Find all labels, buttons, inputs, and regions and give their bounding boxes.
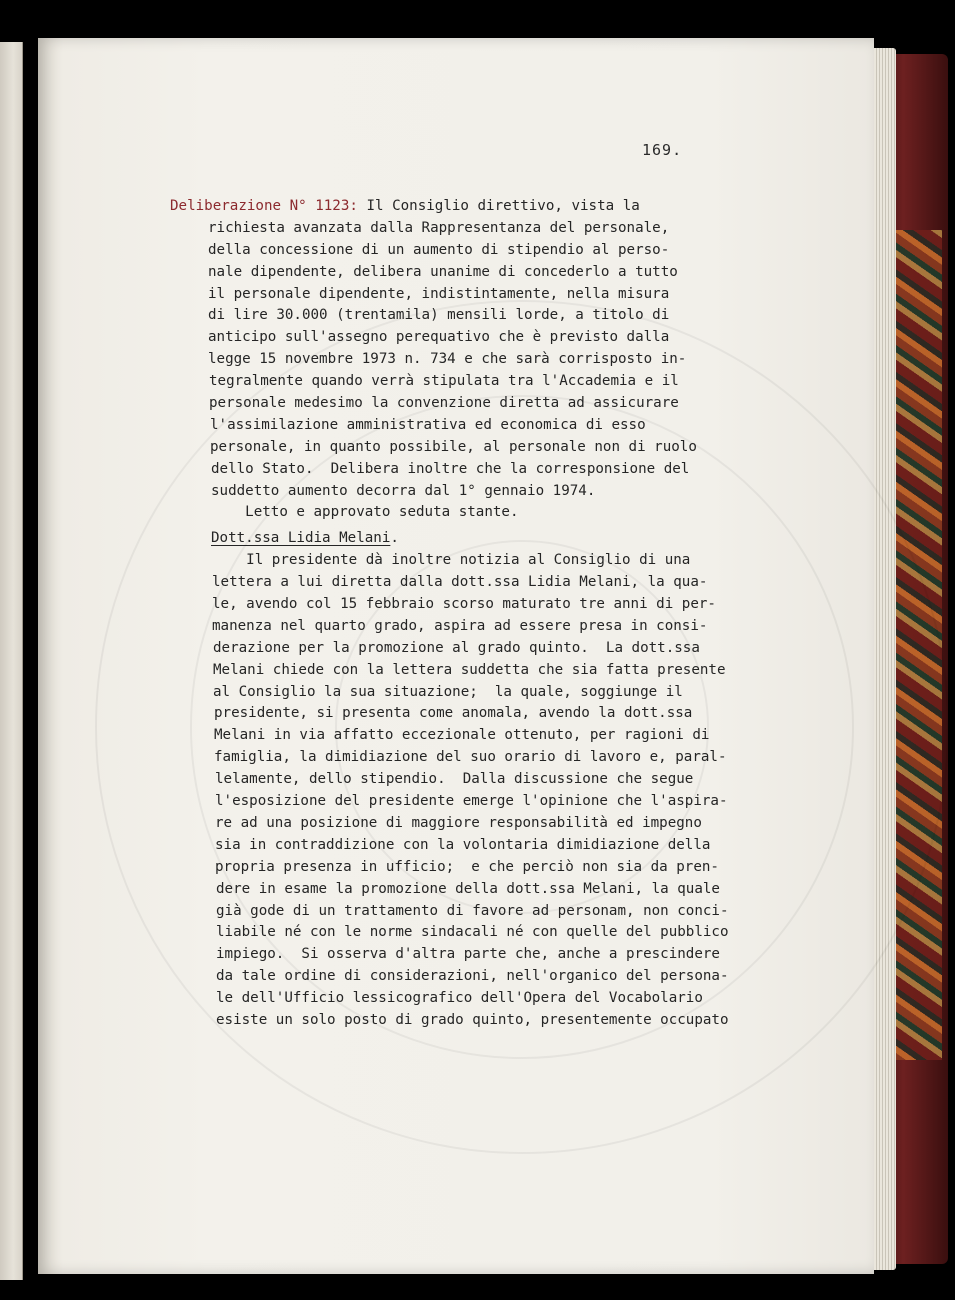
text-line: suddetto aumento decorra dal 1° gennaio 1974. — [211, 482, 596, 499]
text-line: di lire 30.000 (trentamila) mensili lorde, a titolo di — [208, 307, 670, 324]
text-line: lettera a lui diretta dalla dott.ssa Lidia Melani, la qua- — [212, 574, 708, 591]
section-heading-suffix: . — [390, 530, 399, 547]
left-page-edge — [0, 42, 23, 1280]
text-line: Melani in via affatto eccezionale ottenuto, per ragioni di — [214, 727, 710, 744]
text-line: Melani chiede con la lettera suddetta che sia fatta presente — [213, 661, 726, 678]
text-line: anticipo sull'assegno perequativo che è previsto dalla — [208, 329, 670, 346]
text-line: liabile né con le norme sindacali né con quelle del pubblico — [216, 924, 729, 941]
text-line: richiesta avanzata dalla Rappresentanza del personale, — [208, 219, 670, 236]
text-line: manenza nel quarto grado, aspira ad essere presa in consi- — [212, 617, 708, 634]
text-line: Il presidente dà inoltre notizia al Consiglio di una — [212, 552, 691, 569]
text-line: dello Stato. Delibera inoltre che la corresponsione del — [211, 460, 690, 477]
text-line — [170, 196, 770, 218]
text-line: tegralmente quando verrà stipulata tra l'Accademia e il — [209, 373, 679, 390]
text-line: presidente, si presenta come anomala, avendo la dott.ssa — [214, 705, 693, 722]
text-line: le, avendo col 15 febbraio scorso maturato tre anni di per- — [212, 596, 716, 613]
typed-text — [170, 196, 770, 1032]
text-line: impiego. Si osserva d'altra parte che, anche a prescindere — [216, 946, 720, 963]
page-number: 169. — [642, 141, 683, 159]
text-line — [211, 528, 811, 550]
text-line: nale dipendente, delibera unanime di concederlo a tutto — [208, 263, 678, 280]
text-line: famiglia, la dimidiazione del suo orario di lavoro e, paral- — [214, 749, 727, 766]
deliberation-heading: Deliberazione N° 1123: — [170, 198, 358, 214]
text-line: derazione per la promozione al grado quinto. La dott.ssa — [213, 639, 700, 656]
text-line: re ad una posizione di maggiore responsabilità ed impegno — [215, 814, 702, 831]
section-heading: Dott.ssa Lidia Melani — [211, 530, 391, 547]
text-line: Letto e approvato seduta stante. — [211, 504, 519, 521]
text-line: al Consiglio la sua situazione; la quale, soggiunge il — [213, 683, 683, 700]
text-line: le dell'Ufficio lessicografico dell'Opera del Vocabolario — [216, 990, 703, 1007]
text-line: della concessione di un aumento di stipendio al perso- — [208, 241, 670, 258]
text-line: propria presenza in ufficio; e che perciò non sia da pren- — [215, 858, 719, 875]
text-line: il personale dipendente, indistintamente, nella misura — [208, 285, 670, 302]
text-line: già gode di un trattamento di favore ad personam, non conci- — [216, 902, 729, 919]
text-line: sia in contraddizione con la volontaria dimidiazione della — [215, 836, 711, 853]
text-line: da tale ordine di considerazioni, nell'organico del persona- — [216, 968, 729, 985]
text-line: esiste un solo posto di grado quinto, presentemente occupato — [216, 1011, 729, 1028]
text-line: dere in esame la promozione della dott.ssa Melani, la quale — [216, 880, 720, 897]
text-line: personale medesimo la convenzione diretta ad assicurare — [209, 395, 679, 412]
text-line-content: Il Consiglio direttivo, vista la — [357, 198, 640, 214]
text-line: l'assimilazione amministrativa ed economica di esso — [210, 416, 646, 433]
text-line: l'esposizione del presidente emerge l'opinione che l'aspira- — [215, 793, 728, 810]
text-line: legge 15 novembre 1973 n. 734 e che sarà corrisposto in- — [208, 351, 687, 368]
text-line: personale, in quanto possibile, al personale non di ruolo — [210, 438, 697, 455]
marbled-endpaper — [892, 230, 942, 1060]
text-line: lelamente, dello stipendio. Dalla discussione che segue — [215, 771, 694, 788]
